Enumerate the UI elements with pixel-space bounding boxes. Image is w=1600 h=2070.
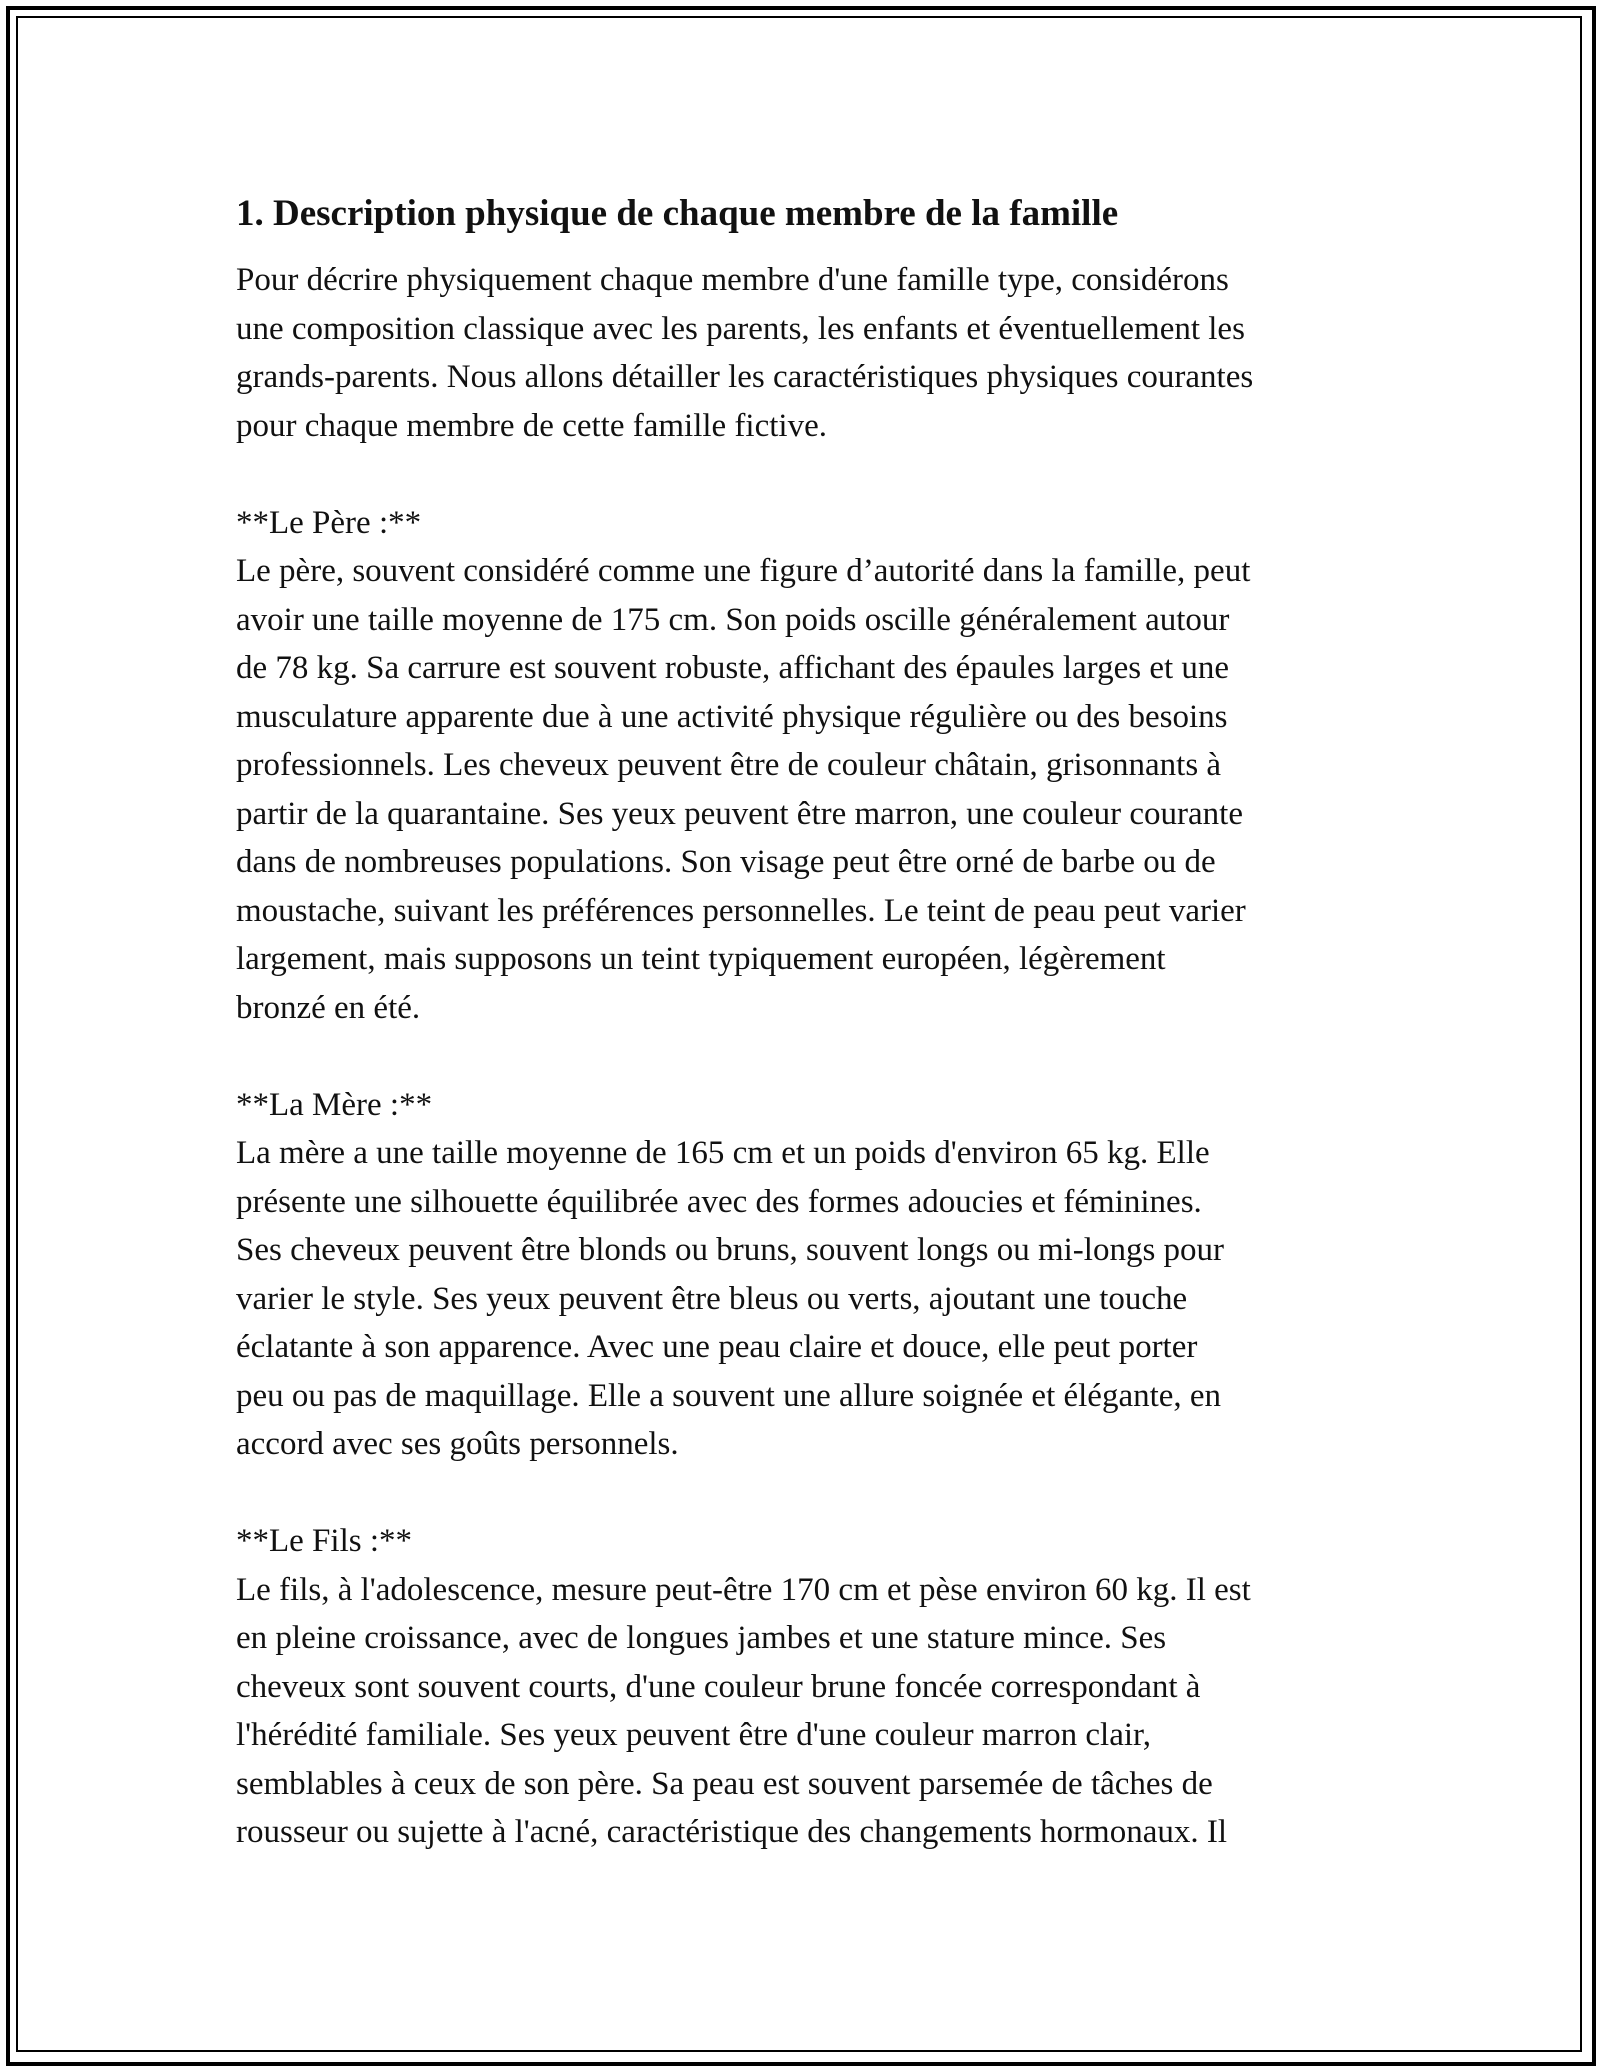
section-heading-son: **Le Fils :** <box>236 1523 413 1559</box>
section-heading-mother: **La Mère :** <box>236 1086 433 1123</box>
section-mother <box>236 1081 1376 1469</box>
intro-paragraph: Pour décrire physiquement chaque membre d'une famille type, considérons une composition classique avec les parents, les enfants et éventuellement les grands-parents. Nous allons détailler les caractéristiques physiques courantes pour chaque membre de cette famille fictive. <box>236 262 1254 444</box>
section-text-son: Le fils, à l'adolescence, mesure peut-être 170 cm et pèse environ 60 kg. Il est en pleine croissance, avec de longues jambes et une stature mince. Ses cheveux sont souvent courts, d'une couleur brune foncée correspondant à l'hérédité familiale. Ses yeux peuvent être d'une couleur marron clair, semblables à ceux de son père. Sa peau est souvent parsemée de tâches de rousseur ou sujette à l'acné, caractéristique des changements hormonaux. Il <box>236 1571 1251 1850</box>
section-text-mother: La mère a une taille moyenne de 165 cm et un poids d'environ 65 kg. Elle présente une silhouette équilibrée avec des formes adoucies et féminines. Ses cheveux peuvent être blonds ou bruns, souvent longs ou mi-longs pour varier le style. Ses yeux peuvent être bleus ou verts, ajoutant une touche éclatante à son apparence. Avec une peau claire et douce, elle peut porter peu ou pas de maquillage. Elle a souvent une allure soignée et élégante, en accord avec ses goûts personnels. <box>236 1135 1225 1462</box>
section-father <box>236 499 1376 1033</box>
document-body <box>236 188 1376 1857</box>
section-text-father: Le père, souvent considéré comme une figure d’autorité dans la famille, peut avoir une taille moyenne de 175 cm. Son poids oscille généralement autour de 78 kg. Sa carrure est souvent robuste, affichant des épaules larges et une musculature apparente due à une activité physique régulière ou des besoins professionnels. Les cheveux peuvent être de couleur châtain, grisonnants à partir de la quarantaine. Ses yeux peuvent être marron, une couleur courante dans de nombreuses populations. Son visage peut être orné de barbe ou de moustache, suivant les préférences personnelles. Le teint de peau peut varier largement, mais supposons un teint typiquement européen, légèrement bronzé en été. <box>236 553 1251 1026</box>
section-heading-father: **Le Père :** <box>236 504 422 541</box>
page-title: 1. Description physique de chaque membre de la famille <box>236 193 1119 234</box>
section-son <box>236 1517 1376 1857</box>
